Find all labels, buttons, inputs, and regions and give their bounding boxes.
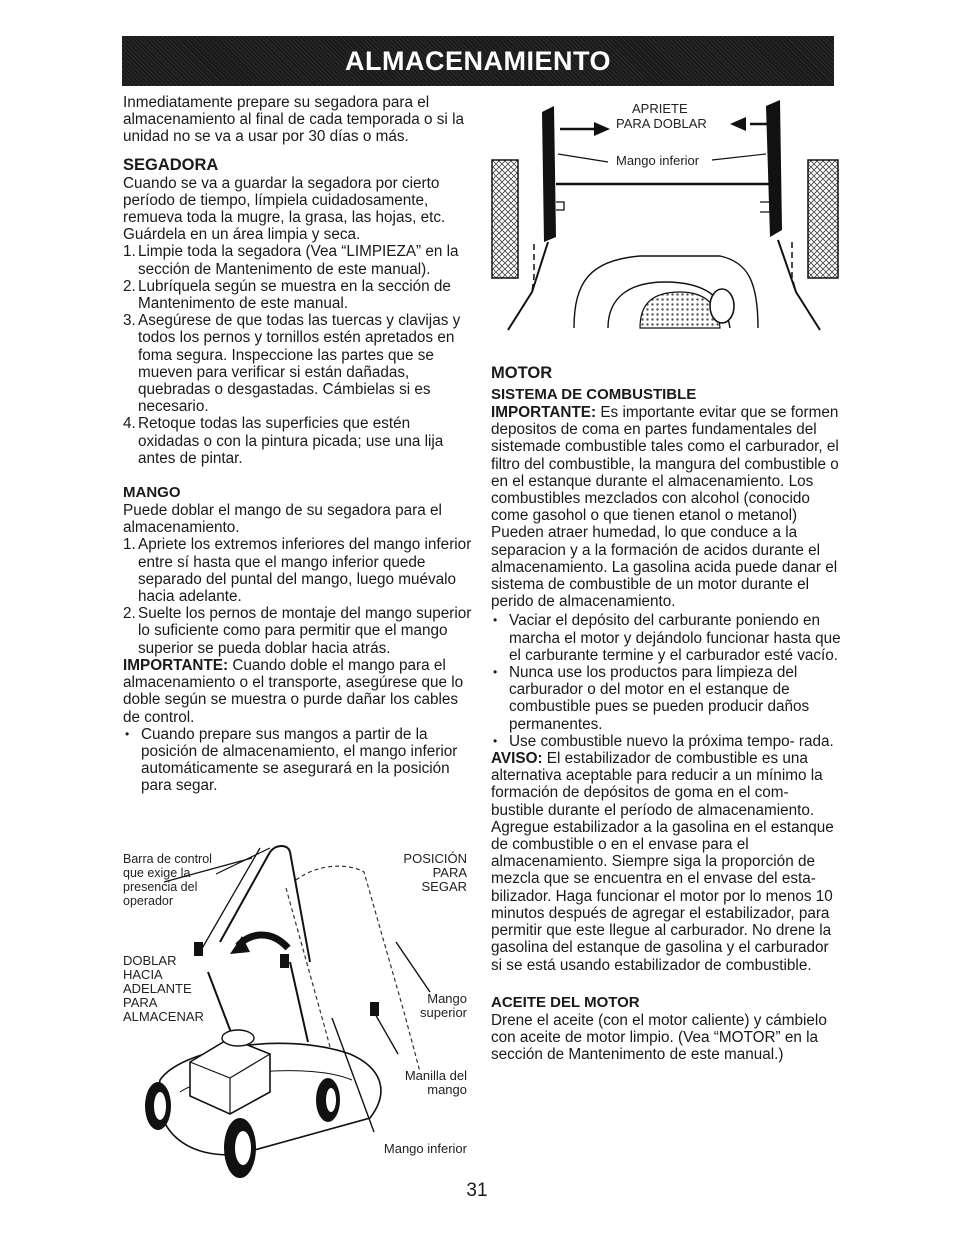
motor-heading: MOTOR bbox=[491, 364, 553, 382]
mango-steps bbox=[123, 536, 473, 656]
section-title: ALMACENAMIENTO bbox=[345, 45, 611, 76]
segadora-heading: SEGADORA bbox=[123, 155, 219, 174]
mango-superior-label: Mango superior bbox=[420, 991, 467, 1020]
page-number: 31 bbox=[466, 1180, 488, 1201]
segadora-steps bbox=[123, 243, 473, 467]
list-item: • Cuando prepare sus mangos a partir de la posición de almacenamiento, el mango inferior automáticamente se asegurará en la posición para segar. bbox=[123, 726, 473, 795]
left-column bbox=[123, 94, 473, 795]
mango-heading: MANGO bbox=[123, 484, 181, 502]
list-item: 2. Suelte los pernos de montaje del mango superior lo suficiente como para permitir que el mango superior se pueda doblar hacia atrás. bbox=[123, 605, 472, 657]
list-item: 1. Apriete los extremos inferiores del mango inferior entre sí hasta que el mango inferior quede separado del puntal del mango, luego muévalo hacia adelante. bbox=[123, 536, 472, 606]
motor-aviso: AVISO: El estabilizador de combustible es una alternativa aceptable para reducir a un mínimo la formación de depósitos de goma en el com- bustible durante el período de almacenamiento. Agregue estabilizador a la gasolina en el estanque de combustible o en el envase para el almacenamiento. Siempre siga la proporción de mezcla que se encuentra en el envase del esta- bilizador. Haga funcionar el motor por lo menos 10 minutos después de agregar el estabilizador, para permitir que este llegue al carburador. No drene la gasolina del estanque de gasolina y el carburador si se está usando estabilizador de combustible. bbox=[491, 750, 834, 974]
posicion-segar-label: POSICIÓN PARA SEGAR bbox=[403, 851, 467, 894]
motor-bullets bbox=[491, 612, 843, 750]
list-item: 2. Lubríquela según se muestra en la sección de Mantenimento de este manual. bbox=[123, 277, 451, 313]
mango-bullets bbox=[123, 726, 473, 795]
mower-storage-diagram bbox=[120, 842, 475, 1182]
list-item: 4. Retoque todas las superficies que estén oxidadas o con la pintura picada; use una lija antes de pintar. bbox=[123, 415, 444, 467]
list-item: • Use combustible nuevo la próxima tempo- rada. bbox=[491, 733, 843, 750]
manilla-mango-label: Manilla del mango bbox=[404, 1068, 467, 1097]
list-item: • Vaciar el depósito del carburante poniendo en marcha el motor y dejándolo funcionar hasta que el carburante termine y el carburador esté vacío. bbox=[491, 612, 843, 664]
list-item: 3. Asegúrese de que todas las tuercas y clavijas y todos los pernos y tornillos estén apretados en foma segura. Inspeccione las partes que se mueven para verificar si están dañadas, quebradas o desgastadas. Cámbielas si es necesario. bbox=[123, 312, 461, 416]
mango-inferior-label: Mango inferior bbox=[383, 1141, 467, 1156]
intro-paragraph: Inmediatamente prepare su segadora para el almacenamiento al final de cada temporada o si la unidad no se va a usar por 30 días o más. bbox=[123, 94, 464, 146]
doblar-adelante-label: DOBLAR HACIA ADELANTE PARA ALMACENAR bbox=[123, 953, 204, 1024]
section-title-banner bbox=[122, 36, 834, 86]
aceite-heading: ACEITE DEL MOTOR bbox=[491, 993, 640, 1011]
barra-control-label: Barra de control que exige la presencia del operador bbox=[123, 852, 212, 908]
segadora-paragraph: Cuando se va a guardar la segadora por cierto período de tiempo, límpiela cuidadosamente, remueva toda la mugre, la grasa, las hojas, etc. Guárdela en un área limpia y seca. bbox=[123, 174, 446, 244]
handle-fold-diagram bbox=[490, 92, 850, 332]
mango-paragraph: Puede doblar el mango de su segadora para el almacenamiento. bbox=[123, 502, 442, 537]
list-item: 1. Limpie toda la segadora (Vea “LIMPIEZA” en la sección de Mantenimento de este manual). bbox=[123, 243, 459, 278]
aceite-paragraph: Drene el aceite (con el motor caliente) y cámbielo con aceite de motor limpio. (Vea “MOTOR” en la sección de Mantenimento de este manual.) bbox=[491, 1011, 827, 1064]
para-doblar-label: PARA DOBLAR bbox=[616, 116, 707, 131]
mango-important: IMPORTANTE: Cuando doble el mango para el almacenamiento o el transporte, asegúrese que lo doble según se muestra o purde dañar los cables de control. bbox=[123, 656, 464, 726]
list-item: • Nunca use los productos para limpieza del carburador o del motor en el estanque de combustible pues se pueden producir daños permanentes. bbox=[491, 664, 843, 733]
right-column bbox=[491, 364, 843, 1063]
apriete-label: APRIETE bbox=[632, 101, 688, 116]
motor-important: IMPORTANTE: Es importante evitar que se formen depositos de coma en partes fundamentales del sistemade combustible tales como el carburador, el filtro del combustible, la mangura del combustible o en el estanque durante el almacenamiento. Los combustibles mezclados con alcohol (conocido come gasohol o que tienen etanol o metanol) Pueden atraer humedad, lo que conduce a la separacion y a la formación de acidos durante el almacenamiento. La gasolina acida puede danar el sistema de combustible de un motor durante el perido de almacenamiento. bbox=[491, 404, 839, 611]
mango-inferior-label: Mango inferior bbox=[616, 153, 700, 168]
combustible-subheading: SISTEMA DE COMBUSTIBLE bbox=[491, 386, 697, 403]
